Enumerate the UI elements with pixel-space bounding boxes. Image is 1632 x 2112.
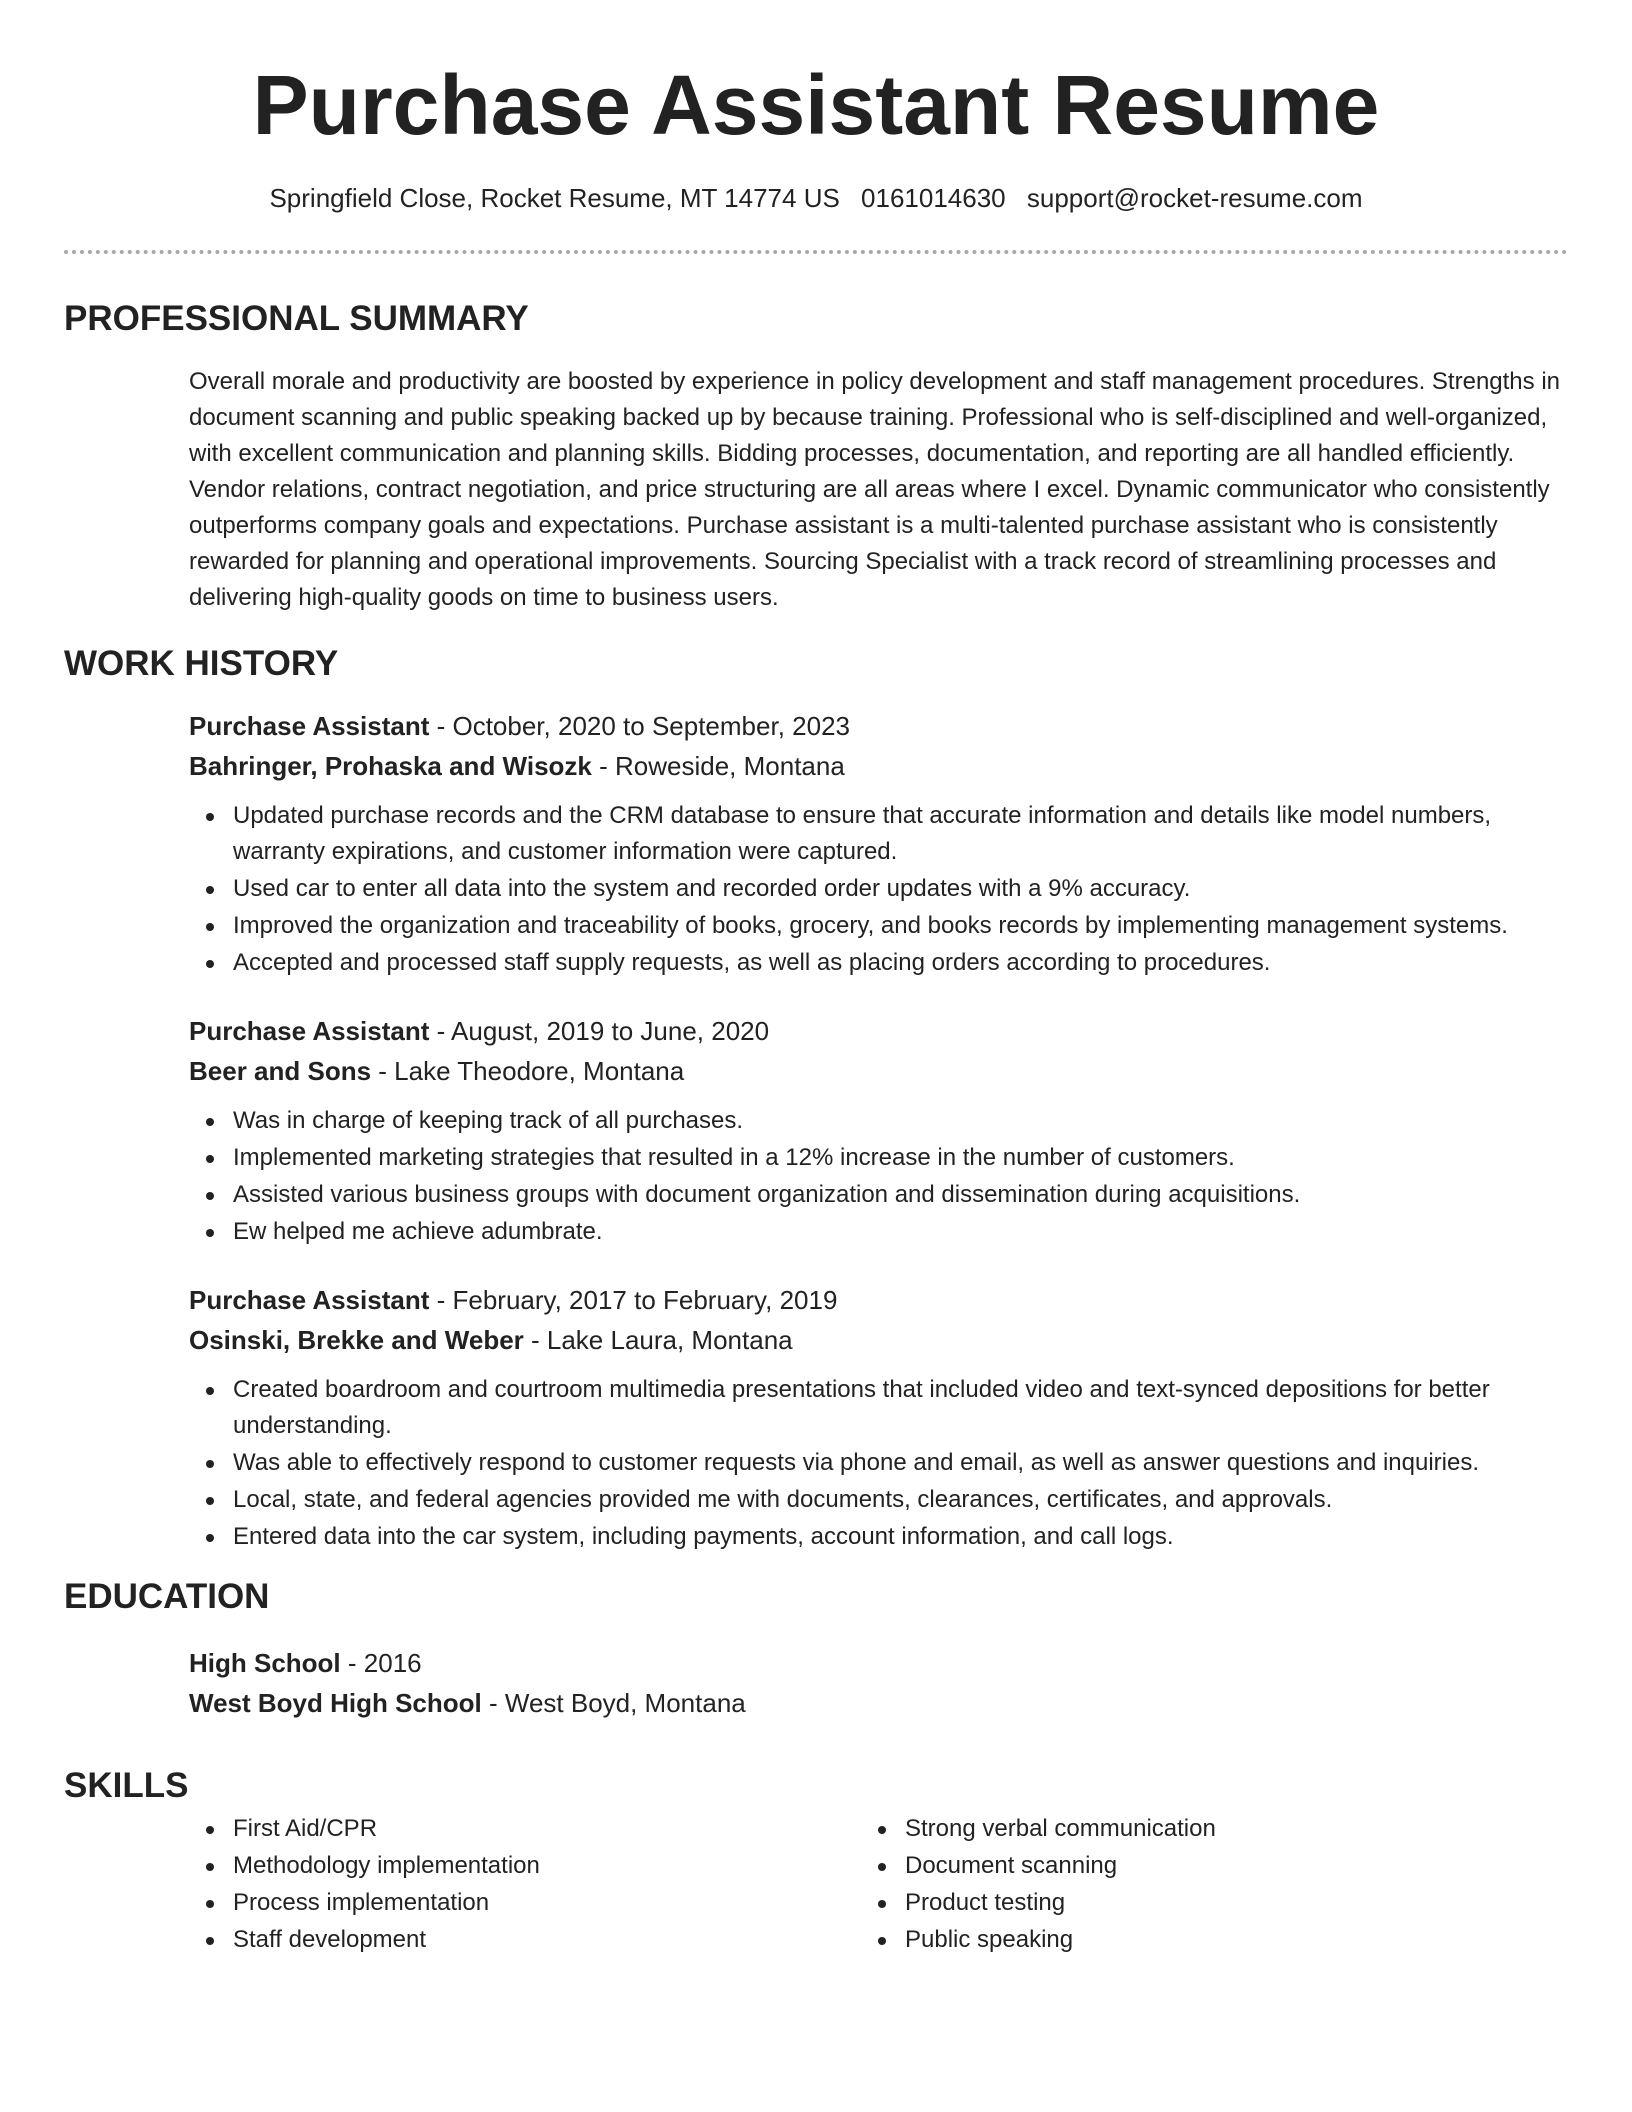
list-item: First Aid/CPR	[189, 1811, 789, 1847]
job-title-line	[189, 706, 1564, 746]
list-item: Was in charge of keeping track of all purchases.	[189, 1103, 1564, 1139]
job-entry	[189, 1011, 1564, 1251]
list-item: Created boardroom and courtroom multimedia presentations that included video and text-synced depositions for better understanding.	[189, 1372, 1564, 1444]
education-school: West Boyd High School	[189, 1688, 482, 1718]
list-item: Entered data into the car system, including payments, account information, and call logs.	[189, 1519, 1564, 1555]
section-title-work: WORK HISTORY	[64, 644, 339, 683]
resume-page	[64, 0, 1568, 1953]
list-item: Staff development	[189, 1922, 789, 1958]
summary-text: Overall morale and productivity are boosted by experience in policy development and staff management procedures. Strengths in document scanning and public speaking backed up by because training. Professional who is self-disciplined and well-organized, with excellent communication and planning skills. Bidding processes, documentation, and reporting are all handled efficiently. Vendor relations, contract negotiation, and price structuring are all areas where I excel. Dynamic communicator who consistently outperforms company goals and expectations. Purchase assistant is a multi-talented purchase assistant who is consistently rewarded for planning and operational improvements. Sourcing Specialist with a track record of streamlining processes and delivering high-quality goods on time to business users.	[189, 368, 1560, 611]
page-title: Purchase Assistant Resume	[252, 58, 1380, 152]
job-company-line	[189, 1051, 1564, 1091]
job-bullets	[189, 1372, 1564, 1555]
contact-email: support@rocket-resume.com	[1026, 183, 1363, 213]
education-degree: High School	[189, 1648, 341, 1678]
job-location: - Lake Laura, Montana	[523, 1325, 793, 1355]
job-entry	[189, 706, 1564, 982]
list-item: Local, state, and federal agencies provided me with documents, clearances, certificates, and approvals.	[189, 1482, 1564, 1518]
list-item: Process implementation	[189, 1885, 789, 1921]
list-item: Product testing	[861, 1885, 1461, 1921]
job-bullets	[189, 1103, 1564, 1250]
job-company: Osinski, Brekke and Weber	[189, 1325, 524, 1355]
education-location: - West Boyd, Montana	[481, 1688, 746, 1718]
list-item: Ew helped me achieve adumbrate.	[189, 1214, 1564, 1250]
skills-list	[861, 1811, 1461, 1958]
skills-column-left	[189, 1811, 789, 1959]
job-company: Beer and Sons	[189, 1056, 372, 1086]
job-role: Purchase Assistant	[189, 1016, 430, 1046]
list-item: Assisted various business groups with document organization and dissemination during acquisitions.	[189, 1177, 1564, 1213]
section-title-summary: PROFESSIONAL SUMMARY	[64, 299, 529, 338]
job-dates: - August, 2019 to June, 2020	[429, 1016, 770, 1046]
list-item: Public speaking	[861, 1922, 1461, 1958]
list-item: Updated purchase records and the CRM database to ensure that accurate information and details like model numbers, warranty expirations, and customer information were captured.	[189, 798, 1564, 870]
job-location: - Roweside, Montana	[591, 751, 845, 781]
list-item: Methodology implementation	[189, 1848, 789, 1884]
header-divider	[64, 250, 1568, 254]
list-item: Document scanning	[861, 1848, 1461, 1884]
job-dates: - October, 2020 to September, 2023	[429, 711, 850, 741]
contact-line	[64, 182, 1568, 214]
job-entry	[189, 1280, 1564, 1556]
job-company-line	[189, 746, 1564, 786]
education-year: - 2016	[340, 1648, 422, 1678]
job-dates: - February, 2017 to February, 2019	[429, 1285, 838, 1315]
list-item: Was able to effectively respond to customer requests via phone and email, as well as answer questions and inquiries.	[189, 1445, 1564, 1481]
contact-phone: 0161014630	[861, 183, 1006, 213]
skills-list	[189, 1811, 789, 1958]
job-company-line	[189, 1320, 1564, 1360]
education-school-line	[189, 1683, 1564, 1723]
job-role: Purchase Assistant	[189, 711, 430, 741]
job-title-line	[189, 1011, 1564, 1051]
education-degree-line	[189, 1643, 1564, 1683]
list-item: Implemented marketing strategies that resulted in a 12% increase in the number of customers.	[189, 1140, 1564, 1176]
job-company: Bahringer, Prohaska and Wisozk	[189, 751, 592, 781]
list-item: Strong verbal communication	[861, 1811, 1461, 1847]
job-role: Purchase Assistant	[189, 1285, 430, 1315]
section-title-skills: SKILLS	[64, 1766, 189, 1805]
list-item: Accepted and processed staff supply requests, as well as placing orders according to procedures.	[189, 945, 1564, 981]
job-location: - Lake Theodore, Montana	[371, 1056, 685, 1086]
list-item: Improved the organization and traceability of books, grocery, and books records by implementing management systems.	[189, 908, 1564, 944]
job-title-line	[189, 1280, 1564, 1320]
section-title-education: EDUCATION	[64, 1577, 270, 1616]
list-item: Used car to enter all data into the system and recorded order updates with a 9% accuracy.	[189, 871, 1564, 907]
education-entry	[189, 1643, 1564, 1723]
contact-address: Springfield Close, Rocket Resume, MT 14774 US	[269, 183, 840, 213]
skills-column-right	[861, 1811, 1461, 1959]
job-bullets	[189, 798, 1564, 981]
